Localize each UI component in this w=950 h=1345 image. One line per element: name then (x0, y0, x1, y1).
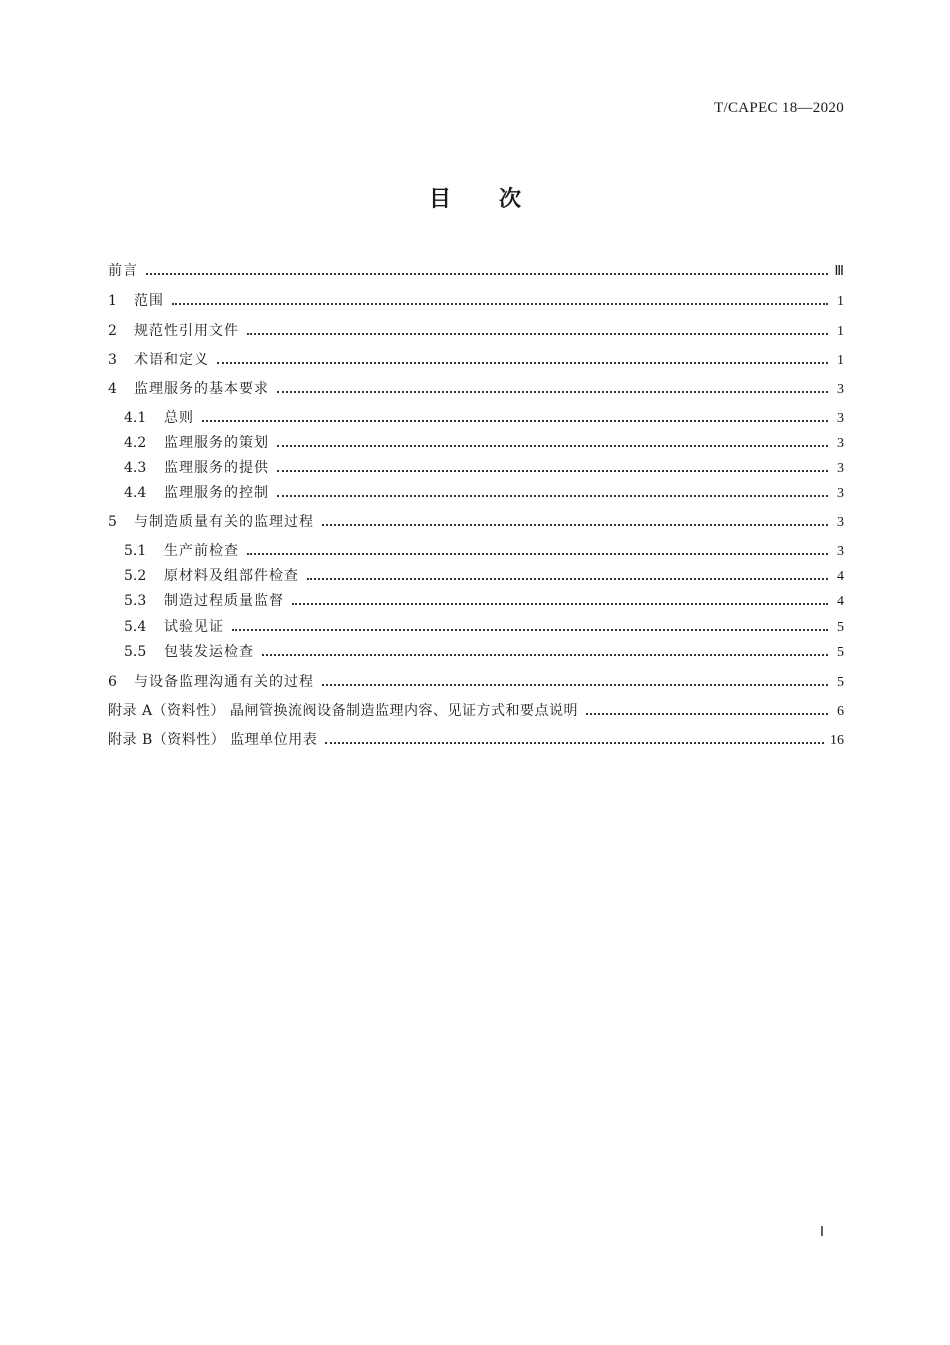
dot-leader (322, 683, 828, 686)
toc-entry-annex-b[interactable] (108, 729, 844, 751)
toc-number: 5.4 (124, 619, 147, 635)
dot-leader (202, 419, 828, 422)
toc-label: 监理服务的提供 (164, 460, 269, 476)
dot-leader (277, 390, 828, 393)
dot-leader (277, 444, 828, 447)
dot-leader (172, 302, 828, 305)
toc-number: 5.1 (124, 543, 147, 559)
toc-entry-1[interactable] (108, 290, 844, 312)
toc-label: 监理服务的策划 (164, 435, 269, 451)
toc-number: 5.3 (124, 593, 147, 609)
toc-label: 规范性引用文件 (134, 323, 239, 339)
toc-page: 3 (837, 461, 844, 476)
toc-page: 5 (837, 620, 844, 635)
title-char-1: 目 (428, 187, 451, 212)
toc-page: 5 (837, 675, 844, 690)
page-folio: Ⅰ (819, 1225, 824, 1240)
toc-entry-4-3[interactable] (124, 457, 844, 479)
toc-page: 1 (837, 324, 844, 339)
toc-page: 3 (837, 436, 844, 451)
toc-number: 4 (108, 381, 117, 397)
toc-entry-2[interactable] (108, 320, 844, 342)
dot-leader (586, 712, 828, 715)
toc-label: 生产前检查 (164, 543, 239, 559)
dot-leader (277, 469, 828, 472)
toc-label: 前言 (108, 263, 138, 279)
toc-page: 4 (837, 569, 844, 584)
toc-entry-4-1[interactable] (124, 407, 844, 429)
toc-label: 附录 A（资料性） 晶闸管换流阀设备制造监理内容、见证方式和要点说明 (108, 703, 579, 719)
toc-label: 与设备监理沟通有关的过程 (134, 674, 314, 690)
dot-leader (322, 523, 828, 526)
toc-number: 6 (108, 674, 117, 690)
toc-label: 术语和定义 (134, 352, 209, 368)
toc-number: 4.3 (124, 460, 147, 476)
toc-label: 附录 B（资料性） 监理单位用表 (108, 732, 318, 748)
toc-number: 4.4 (124, 485, 147, 501)
toc-page: 3 (837, 382, 844, 397)
toc-entry-6[interactable] (108, 671, 844, 693)
toc-entry-5[interactable] (108, 511, 844, 533)
toc-entry-5-4[interactable] (124, 616, 844, 638)
document-code: T/CAPEC 18—2020 (714, 100, 844, 116)
toc-label: 包装发运检查 (164, 644, 254, 660)
toc-entry-5-3[interactable] (124, 590, 844, 612)
toc-label: 监理服务的基本要求 (134, 381, 269, 397)
toc-label: 试验见证 (164, 619, 224, 635)
toc-number: 5 (108, 514, 117, 530)
dot-leader (325, 741, 824, 744)
toc-page: 1 (837, 353, 844, 368)
toc-number: 1 (108, 293, 117, 309)
toc-entry-4[interactable] (108, 378, 844, 400)
toc-number: 2 (108, 323, 117, 339)
dot-leader (146, 272, 828, 275)
toc-label: 原材料及组部件检查 (164, 568, 299, 584)
toc-page: 5 (837, 645, 844, 660)
toc-entry-4-2[interactable] (124, 432, 844, 454)
toc-page: 3 (837, 515, 844, 530)
toc-page: 3 (837, 411, 844, 426)
toc-page: 16 (830, 733, 844, 748)
dot-leader (232, 628, 828, 631)
toc-label: 与制造质量有关的监理过程 (134, 514, 314, 530)
dot-leader (262, 653, 828, 656)
toc-number: 5.2 (124, 568, 147, 584)
toc-label: 制造过程质量监督 (164, 593, 284, 609)
dot-leader (247, 332, 828, 335)
toc-number: 4.2 (124, 435, 147, 451)
toc-entry-foreword[interactable] (108, 260, 844, 282)
toc-page: 4 (837, 594, 844, 609)
toc-label: 范围 (134, 293, 164, 309)
toc-number: 4.1 (124, 410, 147, 426)
toc-number: 5.5 (124, 644, 147, 660)
toc-label: 监理服务的控制 (164, 485, 269, 501)
toc-entry-3[interactable] (108, 349, 844, 371)
toc-page: 3 (837, 486, 844, 501)
title-char-2: 次 (499, 187, 522, 212)
toc-page: 1 (837, 294, 844, 309)
toc-label: 总则 (164, 410, 194, 426)
dot-leader (307, 577, 828, 580)
toc-number: 3 (108, 352, 117, 368)
toc-entry-5-2[interactable] (124, 565, 844, 587)
toc-page: 6 (837, 704, 844, 719)
toc-entry-5-1[interactable] (124, 540, 844, 562)
dot-leader (292, 602, 828, 605)
toc-entry-annex-a[interactable] (108, 700, 844, 722)
dot-leader (277, 494, 828, 497)
toc-page: 3 (837, 544, 844, 559)
dot-leader (217, 361, 828, 364)
page-title (0, 182, 950, 213)
toc-entry-5-5[interactable] (124, 641, 844, 663)
toc-entry-4-4[interactable] (124, 482, 844, 504)
toc-page: Ⅲ (834, 264, 844, 279)
dot-leader (247, 552, 828, 555)
